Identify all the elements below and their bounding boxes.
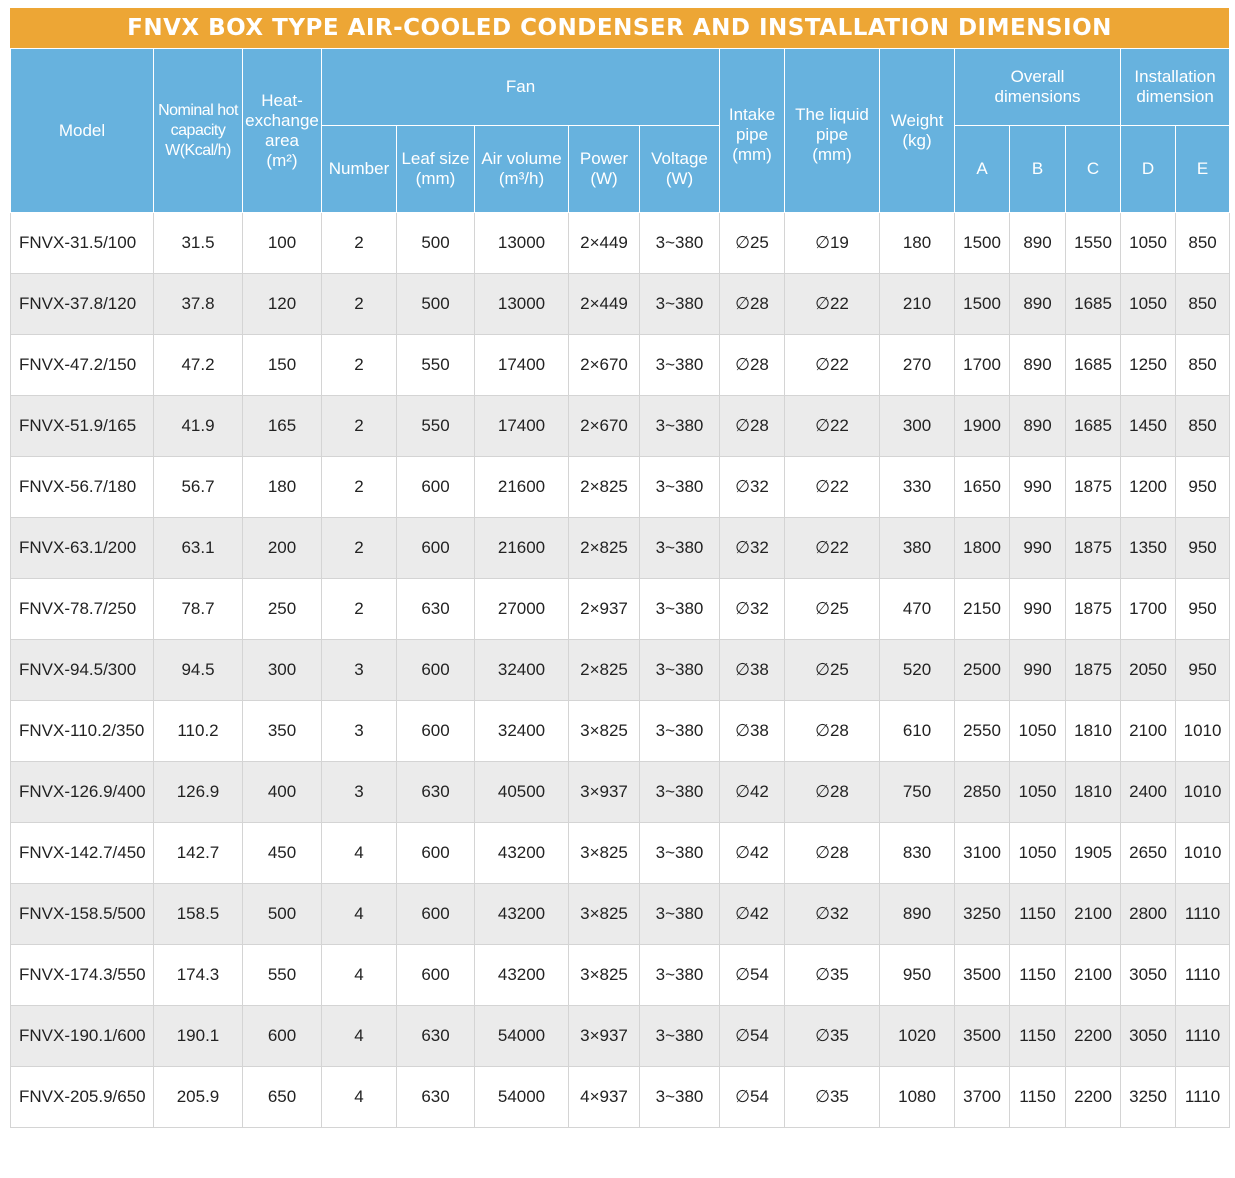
spec-table bbox=[10, 48, 1230, 1128]
cell-leaf-size: 630 bbox=[397, 762, 475, 823]
header-model: Model bbox=[11, 49, 154, 213]
cell-weight: 950 bbox=[880, 945, 955, 1006]
cell-voltage: 3~380 bbox=[640, 396, 720, 457]
cell-fan-number: 4 bbox=[322, 1006, 397, 1067]
cell-power: 2×825 bbox=[569, 457, 640, 518]
cell-dim-b: 990 bbox=[1010, 579, 1066, 640]
cell-weight: 470 bbox=[880, 579, 955, 640]
cell-heat-exchange-area: 400 bbox=[243, 762, 322, 823]
cell-heat-exchange-area: 650 bbox=[243, 1067, 322, 1128]
header-power: Power (W) bbox=[569, 126, 640, 213]
cell-intake-pipe: ∅42 bbox=[720, 884, 785, 945]
cell-model: FNVX-174.3/550 bbox=[11, 945, 154, 1006]
cell-nominal-capacity: 31.5 bbox=[154, 213, 243, 274]
cell-voltage: 3~380 bbox=[640, 518, 720, 579]
cell-model: FNVX-78.7/250 bbox=[11, 579, 154, 640]
cell-air-volume: 43200 bbox=[475, 945, 569, 1006]
cell-dim-c: 2100 bbox=[1066, 945, 1121, 1006]
cell-liquid-pipe: ∅25 bbox=[785, 579, 880, 640]
cell-dim-e: 1010 bbox=[1176, 701, 1230, 762]
cell-dim-c: 2200 bbox=[1066, 1067, 1121, 1128]
header-overall-dimensions: Overall dimensions bbox=[955, 49, 1121, 126]
cell-model: FNVX-110.2/350 bbox=[11, 701, 154, 762]
cell-liquid-pipe: ∅28 bbox=[785, 823, 880, 884]
cell-liquid-pipe: ∅22 bbox=[785, 274, 880, 335]
cell-dim-a: 2550 bbox=[955, 701, 1010, 762]
cell-fan-number: 4 bbox=[322, 945, 397, 1006]
cell-liquid-pipe: ∅28 bbox=[785, 762, 880, 823]
cell-voltage: 3~380 bbox=[640, 1006, 720, 1067]
cell-air-volume: 32400 bbox=[475, 701, 569, 762]
header-heat-exchange-area: Heat- exchange area (m²) bbox=[243, 49, 322, 213]
cell-dim-e: 850 bbox=[1176, 274, 1230, 335]
cell-dim-d: 3250 bbox=[1121, 1067, 1176, 1128]
cell-dim-b: 1050 bbox=[1010, 823, 1066, 884]
cell-liquid-pipe: ∅35 bbox=[785, 945, 880, 1006]
cell-dim-b: 890 bbox=[1010, 213, 1066, 274]
cell-model: FNVX-31.5/100 bbox=[11, 213, 154, 274]
header-weight: Weight (kg) bbox=[880, 49, 955, 213]
cell-leaf-size: 600 bbox=[397, 945, 475, 1006]
cell-dim-e: 950 bbox=[1176, 518, 1230, 579]
cell-model: FNVX-47.2/150 bbox=[11, 335, 154, 396]
header-fan-number: Number bbox=[322, 126, 397, 213]
cell-air-volume: 40500 bbox=[475, 762, 569, 823]
cell-dim-a: 1900 bbox=[955, 396, 1010, 457]
cell-intake-pipe: ∅54 bbox=[720, 945, 785, 1006]
cell-voltage: 3~380 bbox=[640, 1067, 720, 1128]
cell-voltage: 3~380 bbox=[640, 884, 720, 945]
cell-dim-a: 3100 bbox=[955, 823, 1010, 884]
cell-liquid-pipe: ∅22 bbox=[785, 335, 880, 396]
cell-model: FNVX-51.9/165 bbox=[11, 396, 154, 457]
cell-fan-number: 2 bbox=[322, 518, 397, 579]
cell-dim-d: 2050 bbox=[1121, 640, 1176, 701]
cell-intake-pipe: ∅42 bbox=[720, 823, 785, 884]
cell-nominal-capacity: 47.2 bbox=[154, 335, 243, 396]
cell-dim-b: 990 bbox=[1010, 518, 1066, 579]
cell-dim-c: 1685 bbox=[1066, 274, 1121, 335]
cell-dim-b: 1150 bbox=[1010, 1067, 1066, 1128]
cell-liquid-pipe: ∅22 bbox=[785, 518, 880, 579]
cell-fan-number: 3 bbox=[322, 640, 397, 701]
cell-power: 3×825 bbox=[569, 823, 640, 884]
cell-dim-e: 850 bbox=[1176, 335, 1230, 396]
cell-voltage: 3~380 bbox=[640, 335, 720, 396]
cell-dim-c: 1875 bbox=[1066, 518, 1121, 579]
header-leaf-size: Leaf size (mm) bbox=[397, 126, 475, 213]
cell-dim-e: 1110 bbox=[1176, 1067, 1230, 1128]
cell-model: FNVX-37.8/120 bbox=[11, 274, 154, 335]
cell-nominal-capacity: 110.2 bbox=[154, 701, 243, 762]
cell-dim-d: 1050 bbox=[1121, 213, 1176, 274]
cell-weight: 300 bbox=[880, 396, 955, 457]
cell-dim-c: 1685 bbox=[1066, 335, 1121, 396]
cell-air-volume: 17400 bbox=[475, 396, 569, 457]
cell-intake-pipe: ∅38 bbox=[720, 701, 785, 762]
cell-power: 2×670 bbox=[569, 335, 640, 396]
cell-dim-e: 1110 bbox=[1176, 884, 1230, 945]
cell-weight: 270 bbox=[880, 335, 955, 396]
cell-dim-a: 1650 bbox=[955, 457, 1010, 518]
cell-voltage: 3~380 bbox=[640, 823, 720, 884]
cell-nominal-capacity: 78.7 bbox=[154, 579, 243, 640]
cell-intake-pipe: ∅28 bbox=[720, 335, 785, 396]
cell-air-volume: 43200 bbox=[475, 884, 569, 945]
cell-power: 2×670 bbox=[569, 396, 640, 457]
cell-dim-d: 2100 bbox=[1121, 701, 1176, 762]
cell-weight: 1020 bbox=[880, 1006, 955, 1067]
cell-dim-b: 890 bbox=[1010, 335, 1066, 396]
cell-air-volume: 21600 bbox=[475, 457, 569, 518]
cell-nominal-capacity: 56.7 bbox=[154, 457, 243, 518]
table-body bbox=[11, 213, 1230, 1128]
cell-dim-b: 890 bbox=[1010, 396, 1066, 457]
cell-dim-a: 3250 bbox=[955, 884, 1010, 945]
cell-air-volume: 54000 bbox=[475, 1006, 569, 1067]
cell-dim-c: 1875 bbox=[1066, 579, 1121, 640]
cell-dim-c: 1550 bbox=[1066, 213, 1121, 274]
cell-power: 2×449 bbox=[569, 274, 640, 335]
table-row bbox=[11, 762, 1230, 823]
cell-dim-c: 1810 bbox=[1066, 762, 1121, 823]
table-row bbox=[11, 640, 1230, 701]
cell-leaf-size: 630 bbox=[397, 579, 475, 640]
cell-model: FNVX-142.7/450 bbox=[11, 823, 154, 884]
cell-dim-e: 1110 bbox=[1176, 1006, 1230, 1067]
cell-dim-d: 1250 bbox=[1121, 335, 1176, 396]
cell-voltage: 3~380 bbox=[640, 274, 720, 335]
cell-leaf-size: 500 bbox=[397, 213, 475, 274]
cell-liquid-pipe: ∅35 bbox=[785, 1006, 880, 1067]
cell-dim-a: 2150 bbox=[955, 579, 1010, 640]
cell-heat-exchange-area: 250 bbox=[243, 579, 322, 640]
cell-heat-exchange-area: 500 bbox=[243, 884, 322, 945]
cell-dim-c: 1685 bbox=[1066, 396, 1121, 457]
cell-dim-e: 950 bbox=[1176, 640, 1230, 701]
cell-voltage: 3~380 bbox=[640, 213, 720, 274]
table-row bbox=[11, 213, 1230, 274]
cell-model: FNVX-205.9/650 bbox=[11, 1067, 154, 1128]
cell-voltage: 3~380 bbox=[640, 945, 720, 1006]
cell-air-volume: 17400 bbox=[475, 335, 569, 396]
cell-liquid-pipe: ∅32 bbox=[785, 884, 880, 945]
cell-intake-pipe: ∅42 bbox=[720, 762, 785, 823]
cell-voltage: 3~380 bbox=[640, 701, 720, 762]
cell-heat-exchange-area: 100 bbox=[243, 213, 322, 274]
cell-air-volume: 21600 bbox=[475, 518, 569, 579]
header-dim-c: C bbox=[1066, 126, 1121, 213]
cell-dim-d: 1050 bbox=[1121, 274, 1176, 335]
cell-fan-number: 4 bbox=[322, 1067, 397, 1128]
cell-fan-number: 2 bbox=[322, 213, 397, 274]
table-row bbox=[11, 884, 1230, 945]
cell-heat-exchange-area: 150 bbox=[243, 335, 322, 396]
cell-air-volume: 13000 bbox=[475, 274, 569, 335]
cell-nominal-capacity: 158.5 bbox=[154, 884, 243, 945]
cell-dim-d: 2650 bbox=[1121, 823, 1176, 884]
cell-power: 3×825 bbox=[569, 884, 640, 945]
cell-intake-pipe: ∅32 bbox=[720, 457, 785, 518]
header-dim-d: D bbox=[1121, 126, 1176, 213]
cell-dim-c: 2200 bbox=[1066, 1006, 1121, 1067]
table-row bbox=[11, 579, 1230, 640]
cell-weight: 1080 bbox=[880, 1067, 955, 1128]
cell-model: FNVX-158.5/500 bbox=[11, 884, 154, 945]
cell-power: 3×937 bbox=[569, 1006, 640, 1067]
cell-dim-d: 1350 bbox=[1121, 518, 1176, 579]
cell-model: FNVX-94.5/300 bbox=[11, 640, 154, 701]
cell-dim-a: 1500 bbox=[955, 213, 1010, 274]
cell-air-volume: 54000 bbox=[475, 1067, 569, 1128]
table-header bbox=[11, 49, 1230, 213]
header-installation-dimension: Installation dimension bbox=[1121, 49, 1230, 126]
cell-air-volume: 13000 bbox=[475, 213, 569, 274]
cell-power: 2×825 bbox=[569, 518, 640, 579]
cell-dim-d: 1450 bbox=[1121, 396, 1176, 457]
cell-dim-e: 950 bbox=[1176, 457, 1230, 518]
cell-dim-d: 1200 bbox=[1121, 457, 1176, 518]
cell-dim-c: 1875 bbox=[1066, 457, 1121, 518]
cell-power: 2×937 bbox=[569, 579, 640, 640]
cell-air-volume: 43200 bbox=[475, 823, 569, 884]
cell-dim-d: 3050 bbox=[1121, 945, 1176, 1006]
cell-fan-number: 2 bbox=[322, 335, 397, 396]
cell-dim-b: 1150 bbox=[1010, 945, 1066, 1006]
cell-dim-c: 1810 bbox=[1066, 701, 1121, 762]
cell-dim-b: 1150 bbox=[1010, 1006, 1066, 1067]
cell-model: FNVX-126.9/400 bbox=[11, 762, 154, 823]
cell-dim-e: 1110 bbox=[1176, 945, 1230, 1006]
cell-heat-exchange-area: 120 bbox=[243, 274, 322, 335]
cell-fan-number: 4 bbox=[322, 823, 397, 884]
cell-weight: 890 bbox=[880, 884, 955, 945]
cell-nominal-capacity: 94.5 bbox=[154, 640, 243, 701]
cell-fan-number: 2 bbox=[322, 396, 397, 457]
cell-dim-a: 3500 bbox=[955, 945, 1010, 1006]
cell-nominal-capacity: 126.9 bbox=[154, 762, 243, 823]
cell-model: FNVX-190.1/600 bbox=[11, 1006, 154, 1067]
cell-intake-pipe: ∅38 bbox=[720, 640, 785, 701]
cell-liquid-pipe: ∅28 bbox=[785, 701, 880, 762]
cell-fan-number: 4 bbox=[322, 884, 397, 945]
cell-weight: 830 bbox=[880, 823, 955, 884]
cell-heat-exchange-area: 600 bbox=[243, 1006, 322, 1067]
cell-air-volume: 27000 bbox=[475, 579, 569, 640]
cell-dim-c: 1905 bbox=[1066, 823, 1121, 884]
cell-heat-exchange-area: 180 bbox=[243, 457, 322, 518]
cell-heat-exchange-area: 450 bbox=[243, 823, 322, 884]
cell-nominal-capacity: 41.9 bbox=[154, 396, 243, 457]
cell-dim-d: 2800 bbox=[1121, 884, 1176, 945]
cell-intake-pipe: ∅28 bbox=[720, 274, 785, 335]
cell-heat-exchange-area: 350 bbox=[243, 701, 322, 762]
cell-intake-pipe: ∅32 bbox=[720, 518, 785, 579]
header-liquid-pipe: The liquid pipe (mm) bbox=[785, 49, 880, 213]
cell-nominal-capacity: 174.3 bbox=[154, 945, 243, 1006]
header-voltage: Voltage (W) bbox=[640, 126, 720, 213]
cell-model: FNVX-56.7/180 bbox=[11, 457, 154, 518]
cell-dim-b: 990 bbox=[1010, 457, 1066, 518]
cell-leaf-size: 600 bbox=[397, 823, 475, 884]
cell-dim-a: 2850 bbox=[955, 762, 1010, 823]
header-intake-pipe: Intake pipe (mm) bbox=[720, 49, 785, 213]
cell-power: 4×937 bbox=[569, 1067, 640, 1128]
cell-liquid-pipe: ∅25 bbox=[785, 640, 880, 701]
cell-weight: 750 bbox=[880, 762, 955, 823]
table-row bbox=[11, 335, 1230, 396]
cell-leaf-size: 600 bbox=[397, 518, 475, 579]
cell-intake-pipe: ∅28 bbox=[720, 396, 785, 457]
cell-dim-a: 2500 bbox=[955, 640, 1010, 701]
header-dim-e: E bbox=[1176, 126, 1230, 213]
cell-leaf-size: 630 bbox=[397, 1006, 475, 1067]
cell-fan-number: 3 bbox=[322, 701, 397, 762]
cell-dim-e: 1010 bbox=[1176, 762, 1230, 823]
cell-fan-number: 3 bbox=[322, 762, 397, 823]
table-row bbox=[11, 1067, 1230, 1128]
cell-liquid-pipe: ∅19 bbox=[785, 213, 880, 274]
cell-dim-a: 1800 bbox=[955, 518, 1010, 579]
cell-heat-exchange-area: 165 bbox=[243, 396, 322, 457]
cell-dim-e: 1010 bbox=[1176, 823, 1230, 884]
cell-dim-a: 3700 bbox=[955, 1067, 1010, 1128]
cell-power: 2×449 bbox=[569, 213, 640, 274]
cell-dim-b: 890 bbox=[1010, 274, 1066, 335]
cell-dim-a: 1700 bbox=[955, 335, 1010, 396]
cell-dim-c: 2100 bbox=[1066, 884, 1121, 945]
cell-nominal-capacity: 142.7 bbox=[154, 823, 243, 884]
cell-leaf-size: 550 bbox=[397, 335, 475, 396]
cell-voltage: 3~380 bbox=[640, 640, 720, 701]
cell-dim-d: 3050 bbox=[1121, 1006, 1176, 1067]
table-row bbox=[11, 701, 1230, 762]
cell-voltage: 3~380 bbox=[640, 457, 720, 518]
cell-weight: 610 bbox=[880, 701, 955, 762]
cell-weight: 380 bbox=[880, 518, 955, 579]
table-row bbox=[11, 518, 1230, 579]
cell-heat-exchange-area: 550 bbox=[243, 945, 322, 1006]
table-row bbox=[11, 823, 1230, 884]
cell-fan-number: 2 bbox=[322, 274, 397, 335]
cell-intake-pipe: ∅54 bbox=[720, 1006, 785, 1067]
cell-liquid-pipe: ∅35 bbox=[785, 1067, 880, 1128]
cell-voltage: 3~380 bbox=[640, 579, 720, 640]
cell-power: 2×825 bbox=[569, 640, 640, 701]
cell-liquid-pipe: ∅22 bbox=[785, 457, 880, 518]
table-row bbox=[11, 396, 1230, 457]
cell-leaf-size: 600 bbox=[397, 640, 475, 701]
cell-intake-pipe: ∅25 bbox=[720, 213, 785, 274]
cell-model: FNVX-63.1/200 bbox=[11, 518, 154, 579]
cell-weight: 330 bbox=[880, 457, 955, 518]
cell-dim-d: 2400 bbox=[1121, 762, 1176, 823]
cell-fan-number: 2 bbox=[322, 457, 397, 518]
cell-dim-e: 850 bbox=[1176, 213, 1230, 274]
cell-weight: 520 bbox=[880, 640, 955, 701]
cell-weight: 210 bbox=[880, 274, 955, 335]
cell-nominal-capacity: 205.9 bbox=[154, 1067, 243, 1128]
cell-leaf-size: 600 bbox=[397, 701, 475, 762]
cell-dim-b: 1050 bbox=[1010, 701, 1066, 762]
cell-power: 3×937 bbox=[569, 762, 640, 823]
header-dim-a: A bbox=[955, 126, 1010, 213]
table-row bbox=[11, 945, 1230, 1006]
header-fan-group: Fan bbox=[322, 49, 720, 126]
table-row bbox=[11, 274, 1230, 335]
cell-nominal-capacity: 63.1 bbox=[154, 518, 243, 579]
cell-dim-c: 1875 bbox=[1066, 640, 1121, 701]
cell-heat-exchange-area: 200 bbox=[243, 518, 322, 579]
cell-dim-e: 950 bbox=[1176, 579, 1230, 640]
header-nominal-capacity: Nominal hot capacity W(Kcal/h) bbox=[154, 49, 243, 213]
table-row bbox=[11, 457, 1230, 518]
cell-nominal-capacity: 37.8 bbox=[154, 274, 243, 335]
header-dim-b: B bbox=[1010, 126, 1066, 213]
cell-nominal-capacity: 190.1 bbox=[154, 1006, 243, 1067]
cell-leaf-size: 630 bbox=[397, 1067, 475, 1128]
cell-fan-number: 2 bbox=[322, 579, 397, 640]
cell-dim-b: 1150 bbox=[1010, 884, 1066, 945]
cell-power: 3×825 bbox=[569, 945, 640, 1006]
cell-dim-b: 990 bbox=[1010, 640, 1066, 701]
cell-leaf-size: 600 bbox=[397, 884, 475, 945]
cell-dim-b: 1050 bbox=[1010, 762, 1066, 823]
cell-dim-d: 1700 bbox=[1121, 579, 1176, 640]
spec-sheet bbox=[10, 8, 1229, 1128]
header-air-volume: Air volume (m³/h) bbox=[475, 126, 569, 213]
cell-weight: 180 bbox=[880, 213, 955, 274]
cell-heat-exchange-area: 300 bbox=[243, 640, 322, 701]
cell-leaf-size: 600 bbox=[397, 457, 475, 518]
cell-intake-pipe: ∅54 bbox=[720, 1067, 785, 1128]
cell-leaf-size: 500 bbox=[397, 274, 475, 335]
cell-liquid-pipe: ∅22 bbox=[785, 396, 880, 457]
cell-intake-pipe: ∅32 bbox=[720, 579, 785, 640]
cell-dim-e: 850 bbox=[1176, 396, 1230, 457]
cell-leaf-size: 550 bbox=[397, 396, 475, 457]
cell-air-volume: 32400 bbox=[475, 640, 569, 701]
table-title: FNVX BOX TYPE AIR-COOLED CONDENSER AND INSTALLATION DIMENSION bbox=[10, 8, 1229, 48]
table-row bbox=[11, 1006, 1230, 1067]
cell-dim-a: 1500 bbox=[955, 274, 1010, 335]
cell-dim-a: 3500 bbox=[955, 1006, 1010, 1067]
cell-power: 3×825 bbox=[569, 701, 640, 762]
cell-voltage: 3~380 bbox=[640, 762, 720, 823]
